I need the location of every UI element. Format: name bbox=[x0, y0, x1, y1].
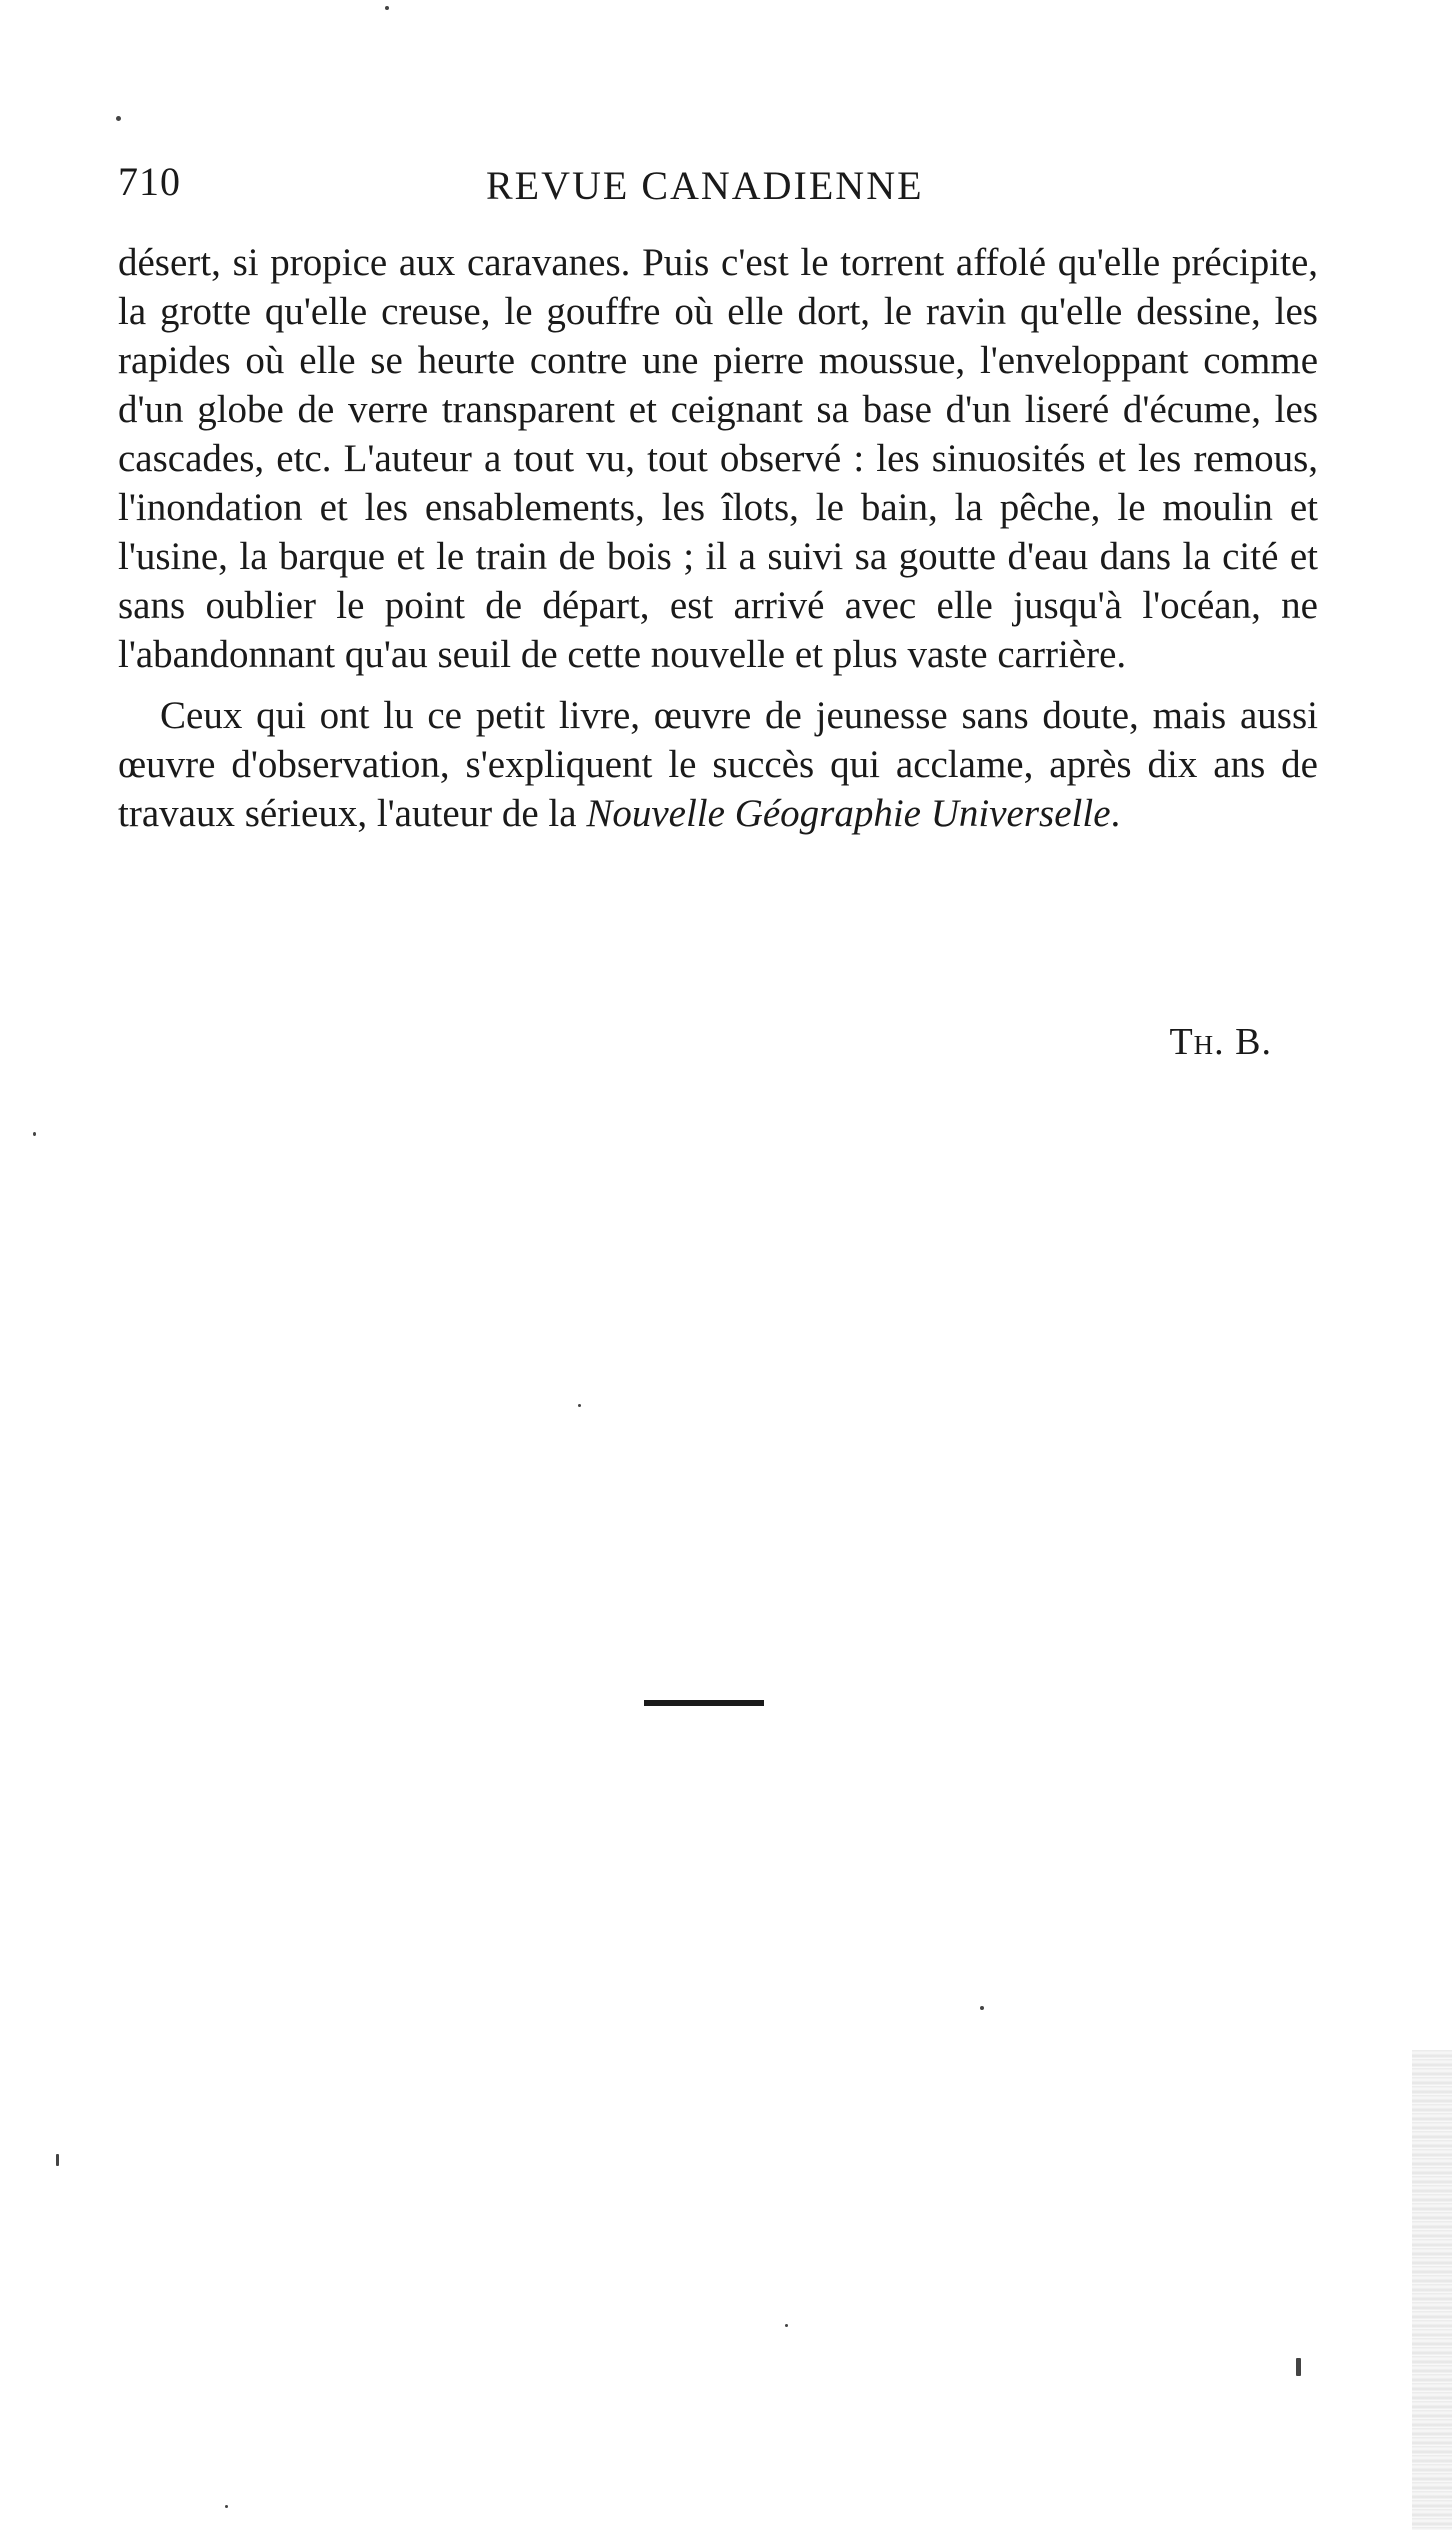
scan-speck bbox=[33, 1132, 36, 1136]
scan-speck bbox=[785, 2324, 788, 2327]
scan-speck bbox=[578, 1404, 581, 1407]
scan-speck bbox=[1296, 2358, 1301, 2376]
scan-page-edge bbox=[1412, 2050, 1452, 2530]
section-separator-rule bbox=[644, 1700, 764, 1706]
paragraph-1: désert, si propice aux caravanes. Puis c'est le torrent affolé qu'elle précipite, la grotte qu'elle creuse, le gouffre où elle dort, le ravin qu'elle dessine, les rapides où elle se heurte contre une pierre moussue, l'enveloppant comme d'un globe de verre transparent et ceignant sa base d'un liseré d'écume, les cascades, etc. L'auteur a tout vu, tout observé : les sinuosités et les remous, l'inondation et les ensablements, les îlots, le bain, la pêche, le moulin et l'usine, la barque et le train de bois ; il a suivi sa goutte d'eau dans la cité et sans oublier le point de départ, est arrivé avec elle jusqu'à l'océan, ne l'abandonnant qu'au seuil de cette nouvelle et plus vaste carrière. bbox=[118, 241, 1318, 676]
paragraph-2-text: Ceux qui ont lu ce petit livre, œuvre de jeunesse sans doute, mais aussi œuvre d'observation, s'expliquent le succès qui acclame, après dix ans de travaux sérieux, l'auteur de la bbox=[118, 694, 1318, 835]
scan-speck bbox=[385, 6, 389, 10]
scan-speck bbox=[116, 116, 121, 121]
page-number: 710 bbox=[118, 159, 181, 204]
scan-speck bbox=[980, 2006, 984, 2010]
signature-text: Th. B. bbox=[1169, 1021, 1272, 1063]
book-title: Nouvelle Géographie Universelle bbox=[586, 792, 1111, 835]
scan-speck bbox=[225, 2505, 228, 2508]
author-signature bbox=[1169, 1020, 1272, 1064]
paragraph-2 bbox=[118, 691, 1318, 838]
page-header bbox=[118, 158, 1318, 218]
paragraph-2-end: . bbox=[1110, 792, 1121, 835]
body-text bbox=[118, 238, 1318, 838]
running-title: REVUE CANADIENNE bbox=[486, 163, 924, 208]
scan-speck bbox=[56, 2154, 59, 2166]
